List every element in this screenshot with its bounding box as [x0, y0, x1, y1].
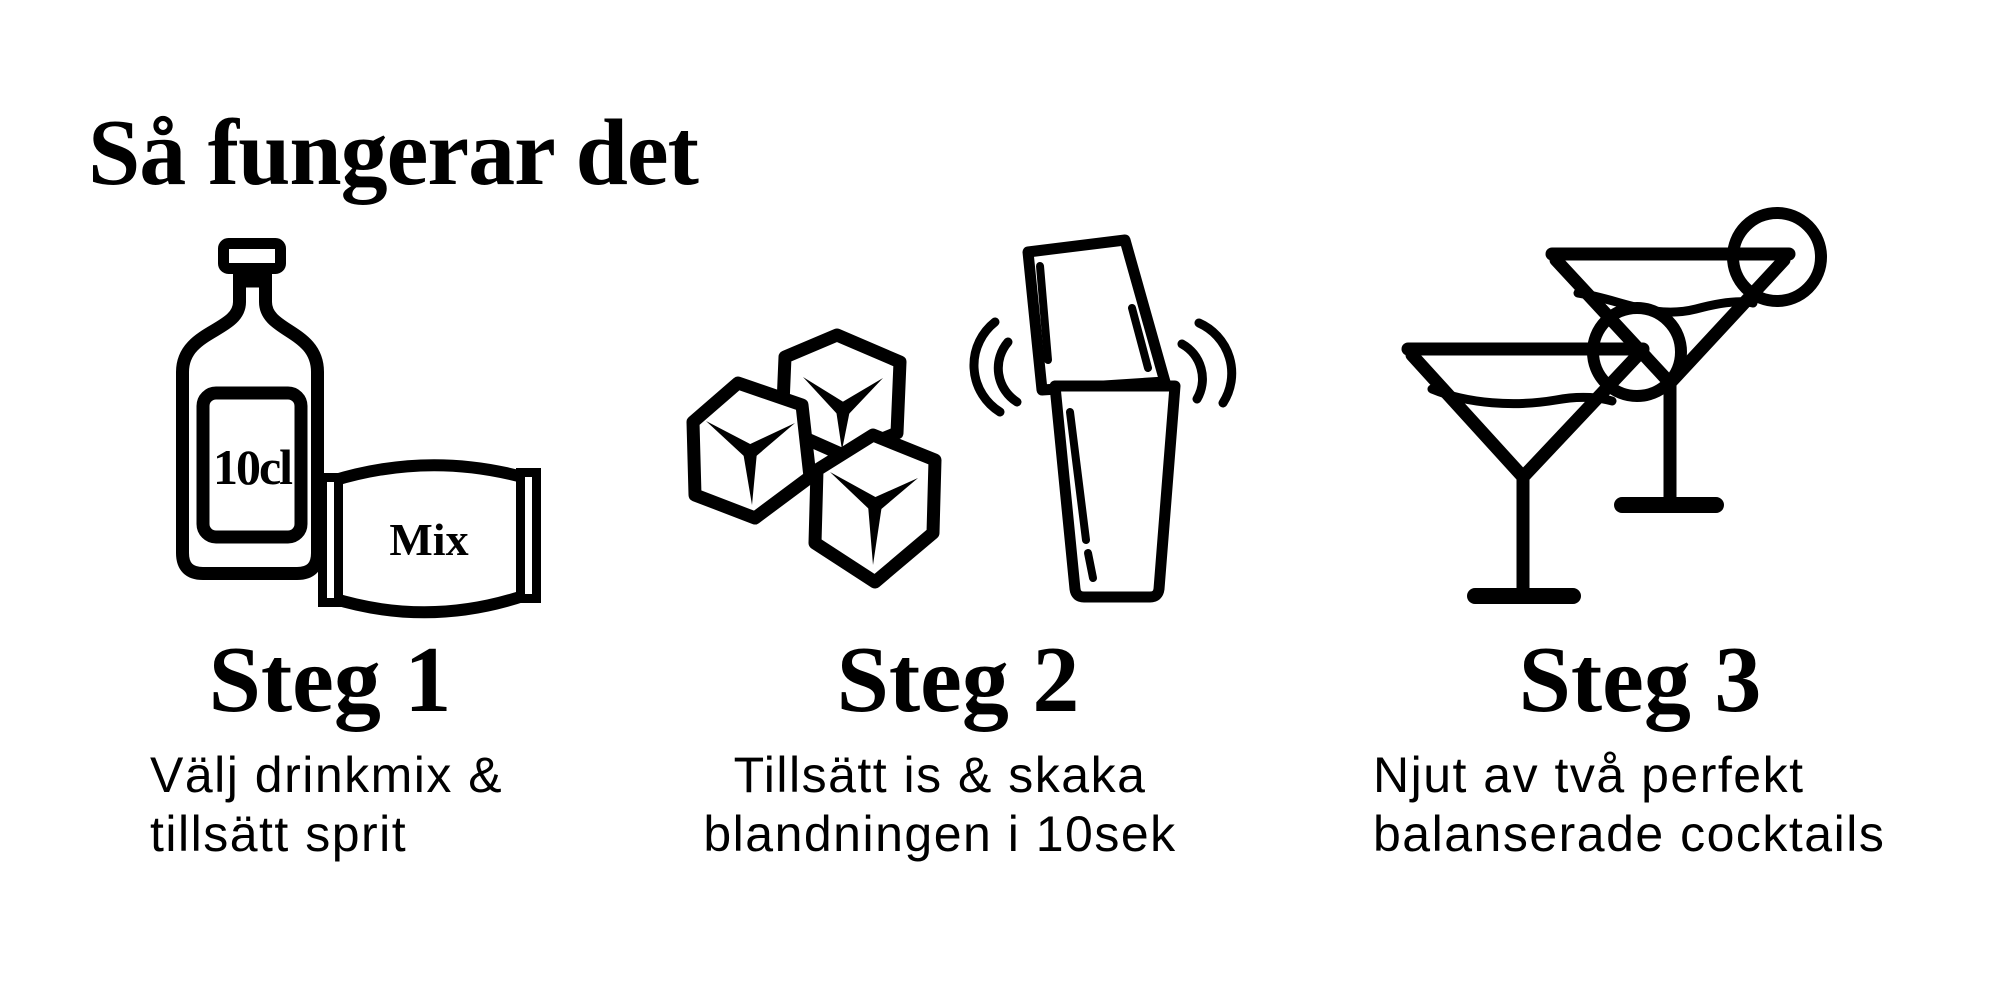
step-3-description [1373, 746, 1885, 864]
step-1-heading: Steg 1 [208, 628, 452, 732]
step-1-description [150, 746, 503, 864]
ice-cubes-icon [693, 335, 935, 582]
spirit-bottle-icon [183, 244, 318, 574]
martini-glass-back-icon [1552, 254, 1789, 505]
step-2-heading: Steg 2 [836, 628, 1080, 732]
step-3-description-line2: balanserade cocktails [1373, 806, 1886, 862]
drinkmix-barrel-icon [323, 465, 537, 612]
bottle-volume-label: 10cl [212, 439, 292, 495]
martini-glass-front-icon [1408, 349, 1643, 596]
step-1-description-line2: tillsätt sprit [150, 806, 408, 862]
ice-and-shaker-icon [660, 220, 1250, 610]
bottle-and-drinkmix-icon [160, 210, 560, 640]
page-title: Så fungerar det [88, 101, 698, 205]
step-3-heading: Steg 3 [1518, 628, 1762, 732]
martini-glasses-icon [1390, 160, 1840, 620]
step-2-description [688, 746, 1192, 864]
cocktail-shaker-icon [1028, 240, 1175, 597]
step-2-description-line1: Tillsätt is & skaka [733, 747, 1147, 803]
step-2-description-line2: blandningen i 10sek [703, 806, 1177, 862]
barrel-mix-label: Mix [389, 514, 469, 565]
step-1-description-line1: Välj drinkmix & [150, 747, 504, 803]
step-3-description-line1: Njut av två perfekt [1373, 747, 1805, 803]
